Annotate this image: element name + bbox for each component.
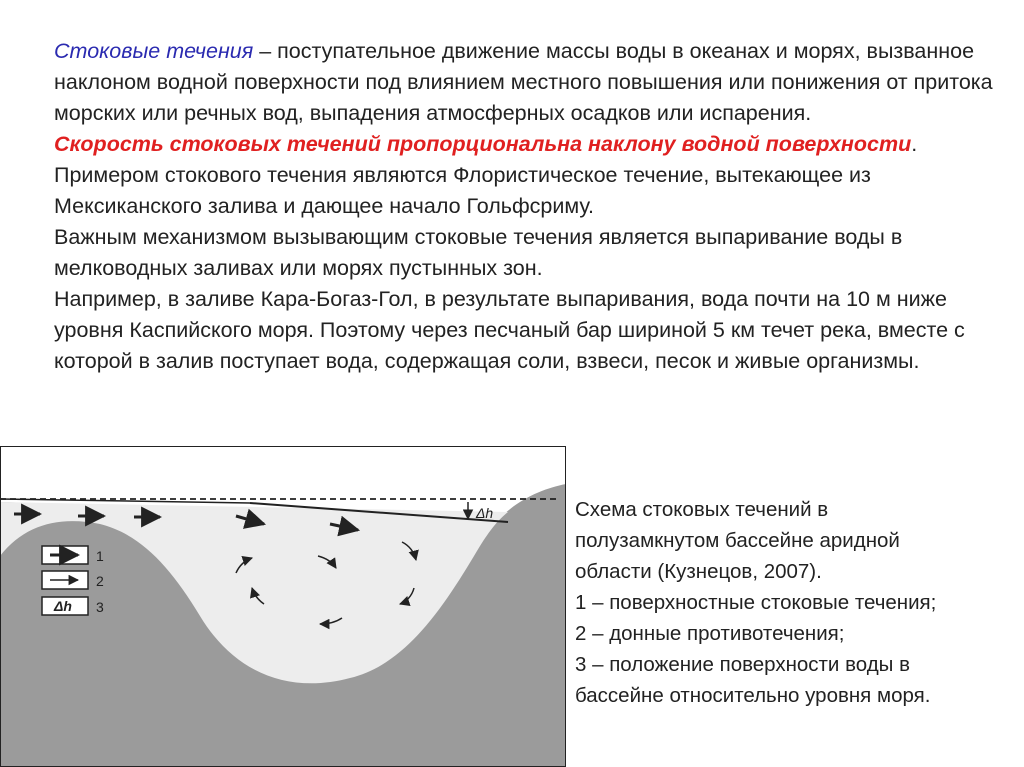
caption-line: области (Кузнецов, 2007). [575, 560, 822, 583]
caption-line: 1 – поверхностные стоковые течения; [575, 591, 937, 614]
caption-line: 3 – положение поверхности воды в [575, 653, 910, 676]
legend-label-2: 2 [96, 573, 104, 589]
velocity-statement [54, 129, 1004, 160]
legend-label-1: 1 [96, 548, 104, 564]
example-paragraph: Примером стокового течения являются Флористическое течение, вытекающее из Мексиканского залива и дающее начало Гольфсриму. [54, 163, 871, 218]
caption-line: бассейне относительно уровня моря. [575, 684, 931, 707]
caption-line: 2 – донные противотечения; [575, 622, 845, 645]
mechanism-paragraph: Важным механизмом вызывающим стоковые течения является выпаривание воды в мелководных заливах или морях пустынных зон. [54, 225, 903, 280]
main-text [54, 36, 1004, 377]
diagram-caption [575, 494, 1015, 711]
kara-bogaz-paragraph: Например, в заливе Кара-Богаз-Гол, в результате выпаривания, вода почти на 10 м ниже уровня Каспийского моря. Поэтому через песчаный бар шириной 5 км течет река, вместе с которой в залив поступает вода, содержащая соли, взвеси, песок и живые организмы. [54, 287, 965, 373]
caption-line: Схема стоковых течений в [575, 498, 829, 521]
delta-h-label: Δh [476, 505, 494, 521]
runoff-currents-diagram [0, 446, 566, 767]
caption-line: полузамкнутом бассейне аридной [575, 529, 900, 552]
term-runoff-currents: Стоковые течения [54, 39, 254, 63]
velocity-period: . [911, 132, 918, 156]
velocity-emphasis: Скорость стоковых течений пропорциональна наклону водной поверхности [54, 132, 912, 156]
legend-label-3: 3 [96, 599, 104, 615]
definition-text: – поступательное движение массы воды в океанах и морях, вызванное наклоном водной поверхности под влиянием местного повышения или понижения от притока морских или речных вод, выпадения атмосферных осадков или испарения. [54, 39, 993, 125]
legend-dh-symbol: Δh [54, 598, 72, 614]
definition-paragraph [54, 36, 1004, 129]
